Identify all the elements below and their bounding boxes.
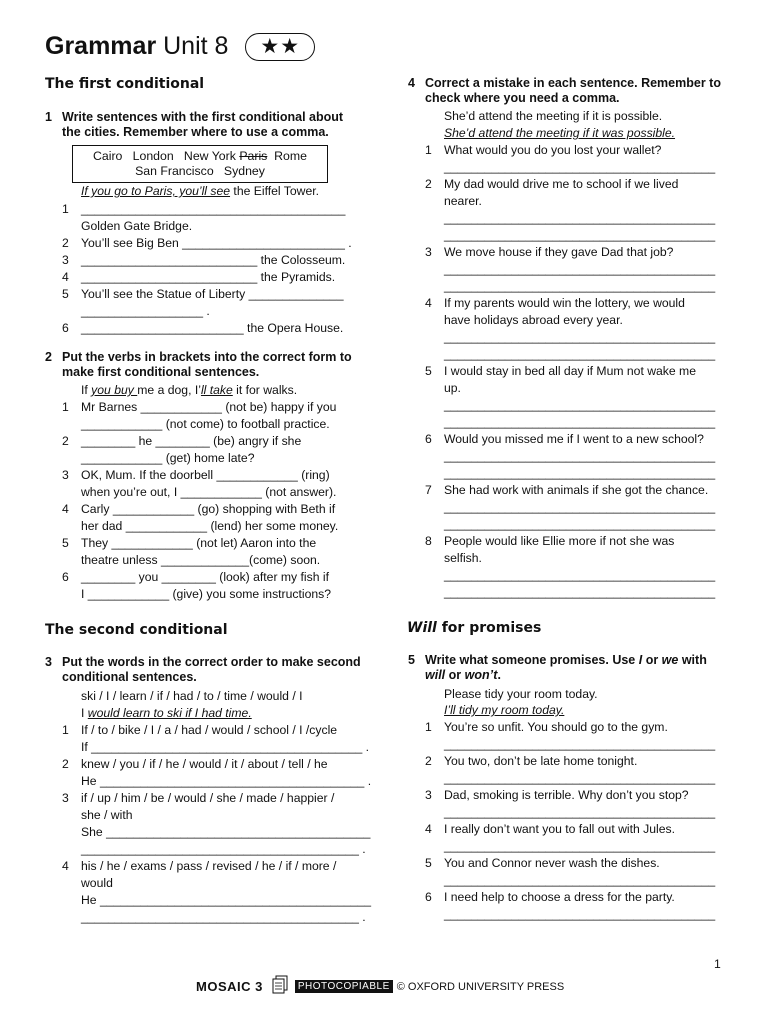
item-number: 4 [62, 270, 69, 284]
item-text: He _______________________________________ . [81, 774, 372, 788]
exercise-number: 3 [45, 655, 52, 669]
cities-text: Rome [267, 149, 307, 163]
item-text: Mr Barnes ____________ (not be) happy if you [81, 400, 337, 414]
answer-line: ________________________________________ [444, 228, 716, 242]
exercise-2-items [62, 399, 339, 603]
answer-line: ________________________________________ [444, 347, 716, 361]
list-item [425, 753, 715, 770]
item-line [444, 312, 715, 329]
item-text: Golden Gate Bridge. [81, 219, 193, 233]
item-text: They ____________ (not let) Aaron into the [81, 536, 317, 550]
item-text: I ____________ (give) you some instructions? [81, 587, 331, 601]
item-text: You and Connor never wash the dishes. [444, 856, 660, 870]
list-item [81, 303, 352, 320]
cities-text: Cairo London New York [93, 149, 240, 163]
list-item [81, 807, 371, 824]
example-answer: If you go to Paris, you’ll see [81, 184, 231, 198]
item-text: _________________________________________ . [81, 842, 366, 856]
item-number: 2 [62, 236, 69, 250]
item-text: Dad, smoking is terrible. Why don’t you stop? [444, 788, 689, 802]
instruction-text: with [678, 653, 707, 667]
example-text: me a dog, I’ [137, 383, 201, 397]
photocopy-icon [271, 975, 289, 998]
exercise-number: 1 [45, 110, 52, 124]
list-item [81, 586, 338, 603]
exercise-3-example-question: ski / I / learn / if / had / to / time / would / I [81, 689, 303, 703]
item-text: You’ll see the Statue of Liberty ______________ [81, 287, 344, 301]
list-item [81, 824, 371, 841]
item-text: she / with [81, 808, 133, 822]
answer-line: ________________________________________ [444, 568, 716, 582]
item-number: 3 [425, 245, 432, 259]
instruction-text: or [445, 668, 465, 682]
list-item [81, 841, 371, 858]
list-item [62, 235, 352, 252]
item-text: What would you do you lost your wallet? [444, 143, 662, 157]
answer-line: ________________________________________ [444, 415, 716, 429]
answer-line: ________________________________________ [444, 517, 716, 531]
example-text: If [81, 383, 92, 397]
exercise-5-instruction [408, 653, 725, 683]
item-text: ____________ (not come) to football practice. [81, 417, 330, 431]
item-text: her dad ____________ (lend) her some money. [81, 519, 339, 533]
answer-line: ________________________________________ [444, 737, 716, 751]
item-text: ________ you ________ (look) after my fish if [81, 570, 329, 584]
item-text: Would you missed me if I went to a new school? [444, 432, 704, 446]
item-text: up. [444, 381, 461, 395]
item-number: 3 [62, 468, 69, 482]
answer-line: ________________________________________ [444, 211, 716, 225]
item-number: 5 [425, 364, 432, 378]
exercise-item [425, 244, 716, 295]
item-text: I would stay in bed all day if Mum not wake me [444, 364, 696, 378]
city-word-box [72, 145, 328, 183]
exercise-4-example-answer: She’d attend the meeting if it was possible. [444, 126, 676, 140]
title-unit: Unit 8 [163, 32, 229, 60]
answer-line: ________________________________________ [444, 805, 716, 819]
list-item [62, 286, 352, 303]
list-item [62, 722, 371, 739]
answer-line: ________________________________________ [444, 907, 716, 921]
list-item [81, 552, 338, 569]
instruction-text: . [497, 668, 501, 682]
item-text: when you’re out, I ____________ (not answer). [81, 485, 337, 499]
item-text: She had work with animals if she got the chance. [444, 483, 709, 497]
item-number: 6 [425, 890, 432, 904]
item-text: She _______________________________________ [81, 825, 371, 839]
item-text: his / he / exams / pass / revised / he / if / more / [81, 859, 337, 873]
item-number: 3 [62, 253, 69, 267]
item-text: Carly ____________ (go) shopping with Beth if [81, 502, 336, 516]
item-number: 5 [425, 856, 432, 870]
item-text: I need help to choose a dress for the party. [444, 890, 675, 904]
item-text: _______________________________________ [81, 202, 346, 216]
exercise-1-instruction [45, 110, 362, 140]
item-text: if / up / him / be / would / she / made / happier / [81, 791, 335, 805]
list-item [425, 855, 715, 872]
list-item [62, 399, 338, 416]
item-text: knew / you / if / he / would / it / about / tell / he [81, 757, 328, 771]
item-line [425, 244, 715, 261]
instruction-emphasis: won’t [464, 668, 498, 682]
instruction-emphasis: will [425, 668, 446, 682]
list-item [62, 756, 371, 773]
exercise-item [425, 533, 716, 601]
list-item [62, 433, 338, 450]
exercise-3-instruction [45, 655, 362, 685]
page-title [45, 32, 315, 61]
list-item [81, 773, 371, 790]
item-text: He ________________________________________ [81, 893, 372, 907]
section-heading-second-conditional: The second conditional [45, 622, 228, 638]
list-item [62, 201, 352, 218]
footer [196, 975, 564, 998]
list-item [81, 892, 371, 909]
answer-line: ________________________________________ [444, 398, 716, 412]
list-item [62, 569, 338, 586]
instruction-text: Write sentences with the first conditional about the cities. Remember where to use a comma. [62, 110, 344, 139]
item-number: 8 [425, 534, 432, 548]
list-item [425, 787, 715, 804]
answer-line: ________________________________________ [444, 771, 716, 785]
list-item [81, 518, 338, 535]
example-answer: would learn to ski if I had time. [87, 706, 252, 720]
example-text: it for walks. [232, 383, 298, 397]
answer-line: ________________________________________ [444, 262, 716, 276]
item-number: 4 [425, 296, 432, 310]
item-text: If my parents would win the lottery, we would [444, 296, 685, 310]
heading-text: for promises [436, 620, 542, 636]
item-text: ________________________ the Opera House. [81, 321, 344, 335]
item-line [425, 363, 715, 380]
item-text: You’ll see Big Ben ________________________ . [81, 236, 352, 250]
item-text: If / to / bike / I / a / had / would / school / I /cycle [81, 723, 338, 737]
list-item [81, 909, 371, 926]
example-text: the Eiffel Tower. [230, 184, 320, 198]
exercise-number: 4 [408, 76, 415, 90]
item-text: ________ he ________ (be) angry if she [81, 434, 302, 448]
item-line [425, 482, 715, 499]
item-text: You’re so unfit. You should go to the gym. [444, 720, 668, 734]
title-bold: Grammar [45, 32, 157, 60]
exercise-number: 2 [45, 350, 52, 364]
item-number: 5 [62, 536, 69, 550]
item-number: 1 [62, 400, 69, 414]
page-number: 1 [714, 957, 721, 971]
item-text: If ________________________________________ . [81, 740, 370, 754]
instruction-emphasis: I [638, 653, 643, 667]
instruction-text: or [642, 653, 662, 667]
item-line [425, 431, 715, 448]
answer-line: ________________________________________ [444, 279, 716, 293]
item-number: 4 [62, 502, 69, 516]
item-text: __________________________ the Pyramids. [81, 270, 336, 284]
exercise-3-example-answer [81, 705, 252, 722]
exercise-5-example-answer: I’ll tidy my room today. [444, 703, 565, 717]
item-number: 2 [62, 434, 69, 448]
item-text: nearer. [444, 194, 482, 208]
item-text: _________________________________________ . [81, 910, 366, 924]
exercise-3-items [62, 722, 372, 926]
list-item [62, 269, 352, 286]
item-number: 4 [62, 859, 69, 873]
list-item [425, 821, 715, 838]
brand-logo: MOSAIC 3 [196, 979, 263, 994]
list-item [62, 858, 371, 875]
answer-line: ________________________________________ [444, 449, 716, 463]
item-number: 1 [425, 720, 432, 734]
exercise-item [425, 176, 716, 244]
item-line [425, 533, 715, 550]
exercise-5-example-question: Please tidy your room today. [444, 687, 598, 701]
list-item [81, 416, 338, 433]
list-item [62, 790, 371, 807]
item-number: 1 [62, 202, 69, 216]
example-text: I [81, 706, 88, 720]
exercise-item [425, 142, 716, 176]
item-line [444, 550, 715, 567]
list-item [62, 467, 338, 484]
instruction-text: Write what someone promises. Use [425, 653, 639, 667]
list-item [81, 875, 371, 892]
item-line [444, 380, 715, 397]
list-item [81, 450, 338, 467]
answer-line: ________________________________________ [444, 873, 716, 887]
item-text: You two, don’t be late home tonight. [444, 754, 638, 768]
item-text: My dad would drive me to school if we lived [444, 177, 679, 191]
item-text: I really don’t want you to fall out with Jules. [444, 822, 676, 836]
item-number: 6 [62, 570, 69, 584]
exercise-4-example-question: She’d attend the meeting if it is possible. [444, 109, 663, 123]
item-text: theatre unless _____________(come) soon. [81, 553, 321, 567]
section-heading-first-conditional: The first conditional [45, 76, 205, 92]
item-number: 2 [425, 177, 432, 191]
photocopiable-badge: PHOTOCOPIABLE [295, 980, 393, 993]
item-number: 7 [425, 483, 432, 497]
item-text: We move house if they gave Dad that job? [444, 245, 674, 259]
item-number: 2 [425, 754, 432, 768]
instruction-text: Put the words in the correct order to make second conditional sentences. [62, 655, 361, 684]
list-item [62, 252, 352, 269]
exercise-2-instruction [45, 350, 362, 380]
instruction-text: Correct a mistake in each sentence. Remember to check where you need a comma. [425, 76, 721, 105]
list-item [62, 320, 352, 337]
instruction-text: Put the verbs in brackets into the correct form to make first conditional sentences. [62, 350, 352, 379]
item-text: ____________ (get) home late? [81, 451, 255, 465]
list-item [81, 484, 338, 501]
section-heading-will-promises [407, 620, 541, 636]
list-item [62, 535, 338, 552]
list-item [62, 501, 338, 518]
exercise-item [425, 295, 716, 363]
answer-line: ________________________________________ [444, 330, 716, 344]
list-item [425, 719, 715, 736]
item-number: 6 [62, 321, 69, 335]
item-number: 4 [425, 822, 432, 836]
example-answer: you buy [91, 383, 138, 397]
publisher: © OXFORD UNIVERSITY PRESS [396, 980, 565, 993]
item-text: would [81, 876, 113, 890]
cities-text: San Francisco Sydney [135, 164, 265, 178]
answer-line: ________________________________________ [444, 500, 716, 514]
exercise-number: 5 [408, 653, 415, 667]
exercise-1-items [62, 201, 352, 337]
exercise-item [425, 431, 716, 482]
item-number: 1 [62, 723, 69, 737]
item-line [425, 176, 715, 193]
difficulty-stars-icon: ★★ [245, 33, 315, 61]
heading-emphasis: Will [407, 620, 437, 636]
item-number: 3 [425, 788, 432, 802]
item-number: 1 [425, 143, 432, 157]
exercise-4-items [425, 142, 716, 601]
item-text: selfish. [444, 551, 482, 565]
list-item [81, 739, 371, 756]
instruction-emphasis: we [661, 653, 679, 667]
exercise-4-instruction [408, 76, 725, 106]
exercise-item [425, 482, 716, 533]
item-number: 6 [425, 432, 432, 446]
item-line [444, 193, 715, 210]
item-text: __________________ . [81, 304, 210, 318]
item-line [425, 295, 715, 312]
item-text: People would like Ellie more if not she was [444, 534, 675, 548]
item-text: OK, Mum. If the doorbell ____________ (ring) [81, 468, 330, 482]
answer-line: ________________________________________ [444, 160, 716, 174]
example-answer: ll take [200, 383, 233, 397]
item-text: __________________________ the Colosseum. [81, 253, 346, 267]
answer-line: ________________________________________ [444, 839, 716, 853]
item-number: 3 [62, 791, 69, 805]
crossed-out-city: Paris [239, 149, 268, 163]
answer-line: ________________________________________ [444, 585, 716, 599]
answer-line: ________________________________________ [444, 466, 716, 480]
exercise-1-example [81, 183, 319, 200]
item-line [425, 142, 715, 159]
item-number: 2 [62, 757, 69, 771]
exercise-item [425, 363, 716, 431]
list-item [425, 889, 715, 906]
exercise-5-items [425, 719, 716, 923]
item-text: have holidays abroad every year. [444, 313, 623, 327]
exercise-2-example [81, 382, 297, 399]
item-number: 5 [62, 287, 69, 301]
list-item [81, 218, 352, 235]
